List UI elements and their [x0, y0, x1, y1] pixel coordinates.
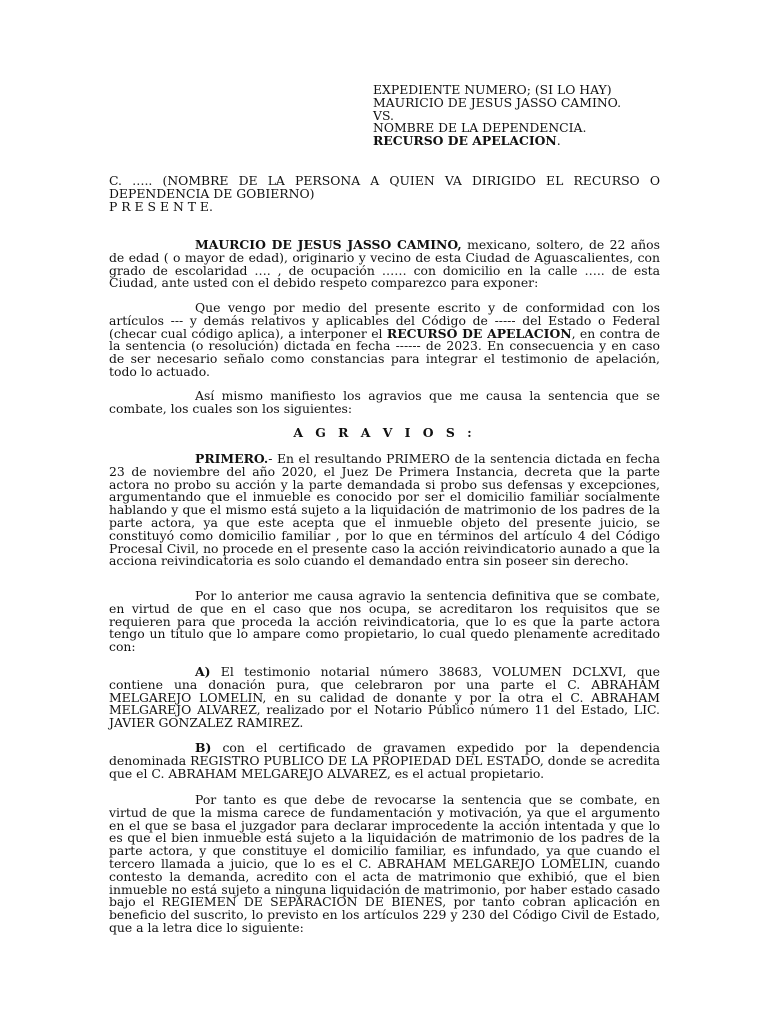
- expediente-line: EXPEDIENTE NUMERO; (SI LO HAY): [373, 82, 612, 97]
- grievances-intro-paragraph: [109, 390, 660, 416]
- por-lo-anterior-text: Por lo anterior me causa agravio la sentencia definitiva que se combate, en virtud de que en el caso que nos ocupa, se acreditaron los requisitos que se requieren para que proceda la acción reivindicatoria, que lo es que la parte actora tengo un titulo que lo ampare como propietario, lo cual quedo plenamente acreditado con:: [109, 588, 660, 655]
- presente-line: P R E S E N T E.: [109, 198, 213, 214]
- case-header: [373, 84, 753, 148]
- item-b-text: con el certificado de gravamen expedido por la dependencia denominada REGISTRO PUBLICO DE LA PROPIEDAD DEL ESTADO, donde se acredita que el C. ABRAHAM MELGAREJO ALVAREZ, es el actual propietario.: [109, 740, 660, 781]
- primero-paragraph: [109, 453, 660, 568]
- por-tanto-paragraph: [109, 794, 660, 935]
- primero-label: PRIMERO.: [195, 451, 269, 466]
- item-a-paragraph: [109, 666, 660, 730]
- actor-line: MAURICIO DE JESUS JASSO CAMINO.: [373, 94, 622, 110]
- por-tanto-text: Por tanto es que debe de revocarse la sentencia que se combate, en virtud de que la misma carece de fundamentación y motivación, ya que el argumento en el que se basa el juzgador para declarar improcedente la acción intentada y que lo es que el bien inmueble está sujeto a la liquidación de matrimonio de los padres de la parte actora, y que constituye el domicilio familiar, es infundado, ya que cuando el tercero llamada a juicio, que lo es el C. ABRAHAM MELGAREJO LOMELIN, cuando contesto la demanda, acredito con el acta de matrimonio que exhibió, que el bien inmueble no está sujeto a ninguna liquidación de matrimonio, por haber estado casado bajo el REGIEMEN DE SEPARACION DE BIENES, por tanto cobran aplicación en beneficio del suscrito, lo previsto en los artículos 229 y 230 del Código Civil de Estado, que a la letra dice lo siguiente:: [109, 792, 660, 935]
- appeal-text-1: Que vengo por medio del presente escrito y de conformidad con los artículos --- y demás relativos y aplicables del Código de ----- del Estado o Federal (checar cual código aplica), a interponer el: [109, 300, 660, 341]
- recurso-title: RECURSO DE APELACION: [373, 133, 557, 149]
- vs-line: VS.: [373, 107, 394, 123]
- item-b-paragraph: [109, 742, 660, 780]
- item-a-text: El testimonio notarial número 38683, VOLUMEN DCLXVI, que contiene una donación pura, que celebraron por una parte el C. ABRAHAM MELGAREJO LOMELIN, en su calidad de donante y por la otra el C. ABRAHAM MELGAREJO ALVAREZ, realizado por el Notario Público número 11 del Estado, LIC. JAVIER GONZALEZ RAMIREZ.: [109, 664, 660, 731]
- recurso-dot: .: [556, 133, 561, 149]
- item-b-label: B): [195, 740, 212, 755]
- appeal-paragraph: [109, 302, 660, 379]
- appeal-bold: RECURSO DE APELACION: [386, 325, 572, 341]
- grievances-intro-text: Así mismo manifiesto los agravios que me causa la sentencia que se combate, los cuales son los siguientes:: [109, 388, 660, 416]
- addressee-block: [109, 175, 660, 213]
- intro-paragraph: [109, 239, 660, 290]
- recurso-line: [373, 135, 753, 148]
- petitioner-name: MAURCIO DE JESUS JASSO CAMINO,: [195, 237, 462, 252]
- agravios-heading: A G R A V I O S :: [293, 425, 476, 440]
- item-a-label: A): [195, 664, 211, 679]
- intro-text: mexicano, soltero, de 22 años de edad ( o mayor de edad), originario y vecino de esta Ciudad de Aguascalientes, con grado de escolaridad …. , de ocupación …… con domicilio en la calle ….. de esta Ciudad, ante usted con el debido respeto comparezco para exponer:: [109, 237, 660, 291]
- appeal-text-2: , en contra de la sentencia (o resolución) dictada en fecha ------ de 2023. En consecuencia y en caso de ser necesario señalo como constancias para integrar el testimonio de apelación, todo lo actuado.: [109, 325, 660, 379]
- dependencia-line: NOMBRE DE LA DEPENDENCIA.: [373, 120, 587, 136]
- addressee-line: C. ….. (NOMBRE DE LA PERSONA A QUIEN VA DIRIGIDO EL RECURSO O DEPENDENCIA DE GOBIERNO): [109, 173, 660, 201]
- primero-text: - En el resultando PRIMERO de la sentencia dictada en fecha 23 de noviembre del año 2020, el Juez De Primera Instancia, decreta que la parte actora no probo su acción y la parte demandada si probo sus defensas y excepciones, argumentando que el inmueble es conocido por ser el domicilio familiar socialmente hablando y que el mismo está sujeto a la liquidación de matrimonio de los padres de la parte actora, ya que este acepta que el inmueble objeto del presente juicio, se constituyó como domicilio familiar , por lo que en términos del artículo 4 del Código Procesal Civil, no procede en el presente caso la acción reivindicatorio aunado a que la acciona reivindicatoria es solo cuando el demandado entra sin poseer sin derecho.: [109, 451, 660, 569]
- por-lo-anterior-paragraph: [109, 590, 660, 654]
